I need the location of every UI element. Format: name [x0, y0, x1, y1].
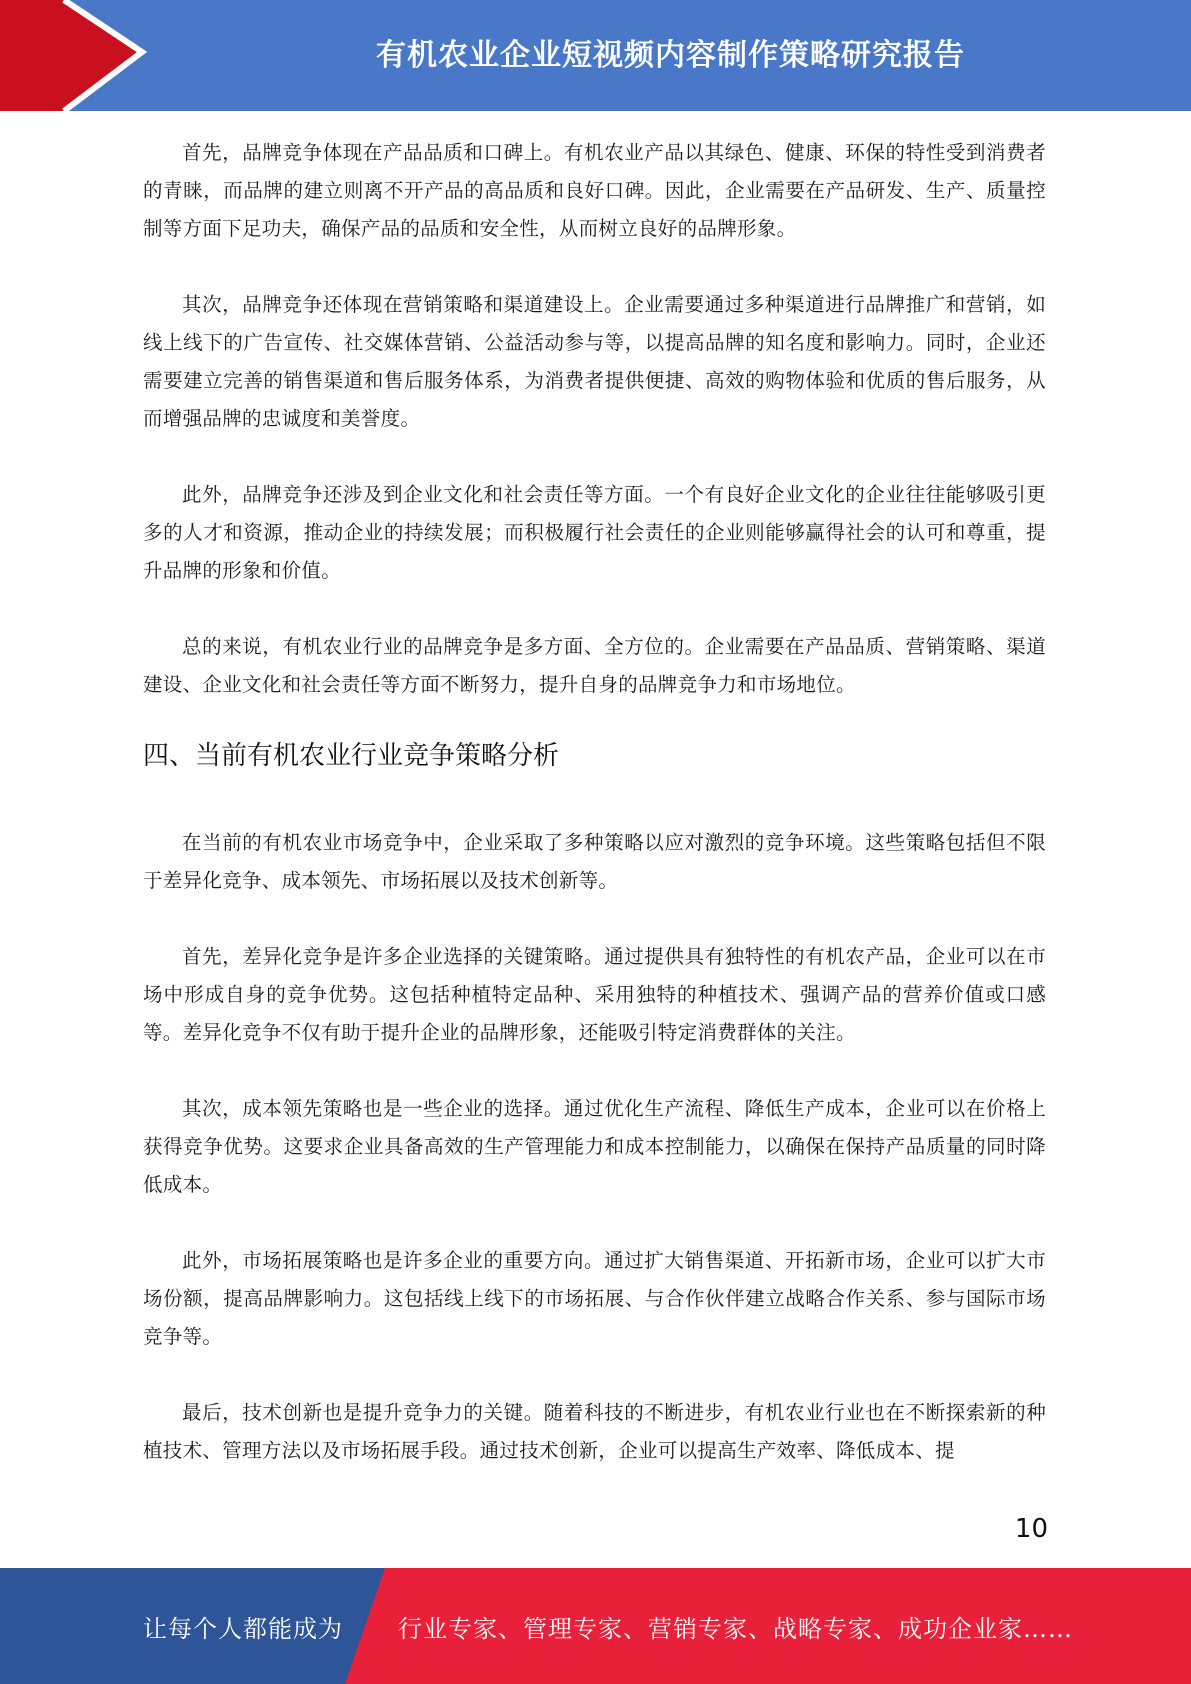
- section-heading: 四、当前有机农业行业竞争策略分析: [143, 741, 560, 771]
- paragraph: 总的来说，有机农业行业的品牌竞争是多方面、全方位的。企业需要在产品品质、营销策略、渠道建设、企业文化和社会责任等方面不断努力，提升自身的品牌竞争力和市场地位。: [143, 635, 1046, 696]
- document-body: [143, 134, 1046, 1470]
- paragraph: 其次，成本领先策略也是一些企业的选择。通过优化生产流程、降低生产成本，企业可以在价格上获得竞争优势。这要求企业具备高效的生产管理能力和成本控制能力，以确保在保持产品质量的同时降低成本。: [143, 1097, 1046, 1196]
- page-number: 10: [1014, 1514, 1048, 1544]
- footer-slogan-left: 让每个人都能成为: [143, 1614, 343, 1643]
- paragraph: 其次，品牌竞争还体现在营销策略和渠道建设上。企业需要通过多种渠道进行品牌推广和营销，如线上线下的广告宣传、社交媒体营销、公益活动参与等，以提高品牌的知名度和影响力。同时，企业还需要建立完善的销售渠道和售后服务体系，为消费者提供便捷、高效的购物体验和优质的售后服务，从而增强品牌的忠诚度和美誉度。: [143, 293, 1046, 430]
- footer-slogan-right: 行业专家、管理专家、营销专家、战略专家、成功企业家……: [398, 1614, 1073, 1643]
- paragraph: 此外，品牌竞争还涉及到企业文化和社会责任等方面。一个有良好企业文化的企业往往能够吸引更多的人才和资源，推动企业的持续发展；而积极履行社会责任的企业则能够赢得社会的认可和尊重，提升品牌的形象和价值。: [143, 483, 1046, 582]
- paragraph: 此外，市场拓展策略也是许多企业的重要方向。通过扩大销售渠道、开拓新市场，企业可以扩大市场份额，提高品牌影响力。这包括线上线下的市场拓展、与合作伙伴建立战略合作关系、参与国际市场竞争等。: [143, 1249, 1046, 1348]
- paragraph: 在当前的有机农业市场竞争中，企业采取了多种策略以应对激烈的竞争环境。这些策略包括但不限于差异化竞争、成本领先、市场拓展以及技术创新等。: [143, 831, 1046, 892]
- header-banner: [0, 0, 1191, 111]
- paragraph: 最后，技术创新也是提升竞争力的关键。随着科技的不断进步，有机农业行业也在不断探索新的种植技术、管理方法以及市场拓展手段。通过技术创新，企业可以提高生产效率、降低成本、提: [143, 1401, 1046, 1462]
- paragraph: 首先，品牌竞争体现在产品品质和口碑上。有机农业产品以其绿色、健康、环保的特性受到消费者的青睐，而品牌的建立则离不开产品的高品质和良好口碑。因此，企业需要在产品研发、生产、质量控制等方面下足功夫，确保产品的品质和安全性，从而树立良好的品牌形象。: [143, 141, 1046, 240]
- footer-banner: [0, 1568, 1191, 1684]
- paragraph: 首先，差异化竞争是许多企业选择的关键策略。通过提供具有独特性的有机农产品，企业可以在市场中形成自身的竞争优势。这包括种植特定品种、采用独特的种植技术、强调产品的营养价值或口感等。差异化竞争不仅有助于提升企业的品牌形象，还能吸引特定消费群体的关注。: [143, 945, 1046, 1044]
- report-title: 有机农业企业短视频内容制作策略研究报告: [376, 38, 965, 73]
